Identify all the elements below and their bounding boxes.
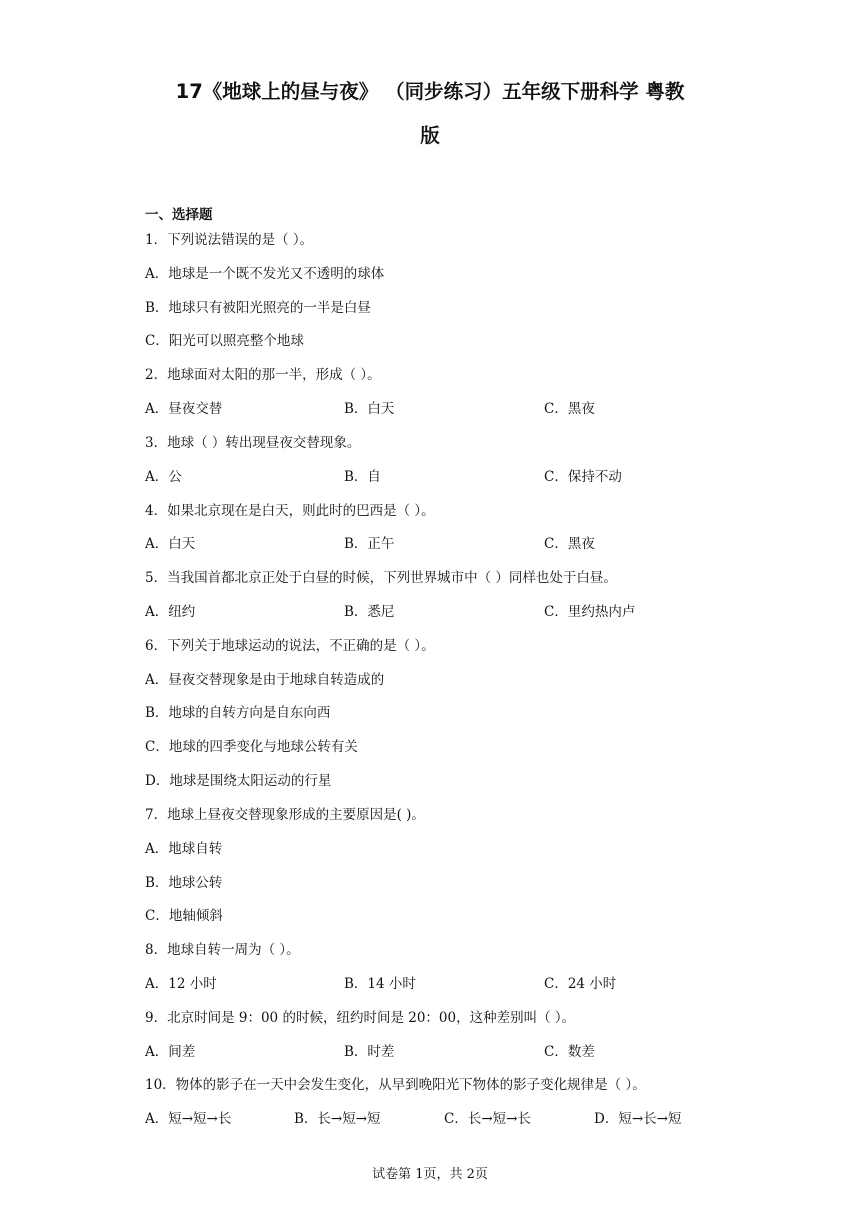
question-4-option-a: A．白天 [145, 536, 196, 552]
question-1-stem: 1．下列说法错误的是（ ）。 [145, 232, 314, 248]
question-3-option-b: B．自 [344, 469, 381, 485]
question-2-option-c: C．黑夜 [544, 401, 595, 417]
question-6-option-d: D．地球是围绕太阳运动的行星 [145, 773, 332, 789]
question-1-option-b: B．地球只有被阳光照亮的一半是白昼 [145, 300, 371, 316]
question-5-stem: 5．当我国首都北京正处于白昼的时候，下列世界城市中（ ）同样也处于白昼。 [145, 570, 617, 586]
question-7-option-b: B．地球公转 [145, 875, 223, 891]
question-10-option-d: D．短→长→短 [594, 1111, 682, 1127]
question-8-option-c: C．24 小时 [544, 976, 617, 992]
document-title-line-1: 17《地球上的昼与夜》 （同步练习）五年级下册科学 粤教 [175, 80, 685, 103]
question-6-option-b: B．地球的自转方向是自东向西 [145, 705, 331, 721]
question-6-stem: 6．下列关于地球运动的说法，不正确的是（ ）。 [145, 638, 435, 654]
question-2-stem: 2．地球面对太阳的那一半，形成（ ）。 [145, 367, 381, 383]
question-9-option-a: A．间差 [145, 1044, 196, 1060]
question-10-option-c: C．长→短→长 [444, 1111, 531, 1127]
question-1-option-a: A．地球是一个既不发光又不透明的球体 [145, 266, 385, 282]
document-title-line-2: 版 [420, 124, 440, 147]
question-7-stem: 7．地球上昼夜交替现象形成的主要原因是( )。 [145, 807, 425, 823]
question-8-stem: 8．地球自转一周为（ ）。 [145, 942, 300, 958]
question-8-option-a: A．12 小时 [145, 976, 217, 992]
question-7-option-a: A．地球自转 [145, 841, 223, 857]
question-2-option-b: B．白天 [344, 401, 395, 417]
question-10-option-b: B．长→短→短 [294, 1111, 381, 1127]
question-10-stem: 10．物体的影子在一天中会发生变化，从早到晚阳光下物体的影子变化规律是（ ）。 [145, 1077, 646, 1093]
question-10-option-a: A．短→短→长 [145, 1111, 232, 1127]
question-9-stem: 9．北京时间是 9：00 的时候，纽约时间是 20：00，这种差别叫（ ）。 [145, 1010, 576, 1026]
question-5-option-c: C．里约热内卢 [544, 604, 636, 620]
question-3-stem: 3．地球（ ）转出现昼夜交替现象。 [145, 435, 361, 451]
question-5-option-b: B．悉尼 [344, 604, 395, 620]
question-4-option-b: B．正午 [344, 536, 395, 552]
question-9-option-b: B．时差 [344, 1044, 395, 1060]
question-6-option-a: A．昼夜交替现象是由于地球自转造成的 [145, 672, 385, 688]
question-7-option-c: C．地轴倾斜 [145, 908, 223, 924]
question-4-option-c: C．黑夜 [544, 536, 595, 552]
question-6-option-c: C．地球的四季变化与地球公转有关 [145, 739, 358, 755]
question-3-option-a: A．公 [145, 469, 182, 485]
question-1-option-c: C．阳光可以照亮整个地球 [145, 333, 304, 349]
question-4-stem: 4．如果北京现在是白天，则此时的巴西是（ ）。 [145, 503, 435, 519]
question-8-option-b: B．14 小时 [344, 976, 416, 992]
question-9-option-c: C．数差 [544, 1044, 595, 1060]
page-footer: 试卷第 1页，共 2页 [372, 1167, 488, 1182]
question-5-option-a: A．纽约 [145, 604, 196, 620]
question-2-option-a: A．昼夜交替 [145, 401, 223, 417]
section-heading: 一、选择题 [145, 207, 213, 223]
question-3-option-c: C．保持不动 [544, 469, 622, 485]
